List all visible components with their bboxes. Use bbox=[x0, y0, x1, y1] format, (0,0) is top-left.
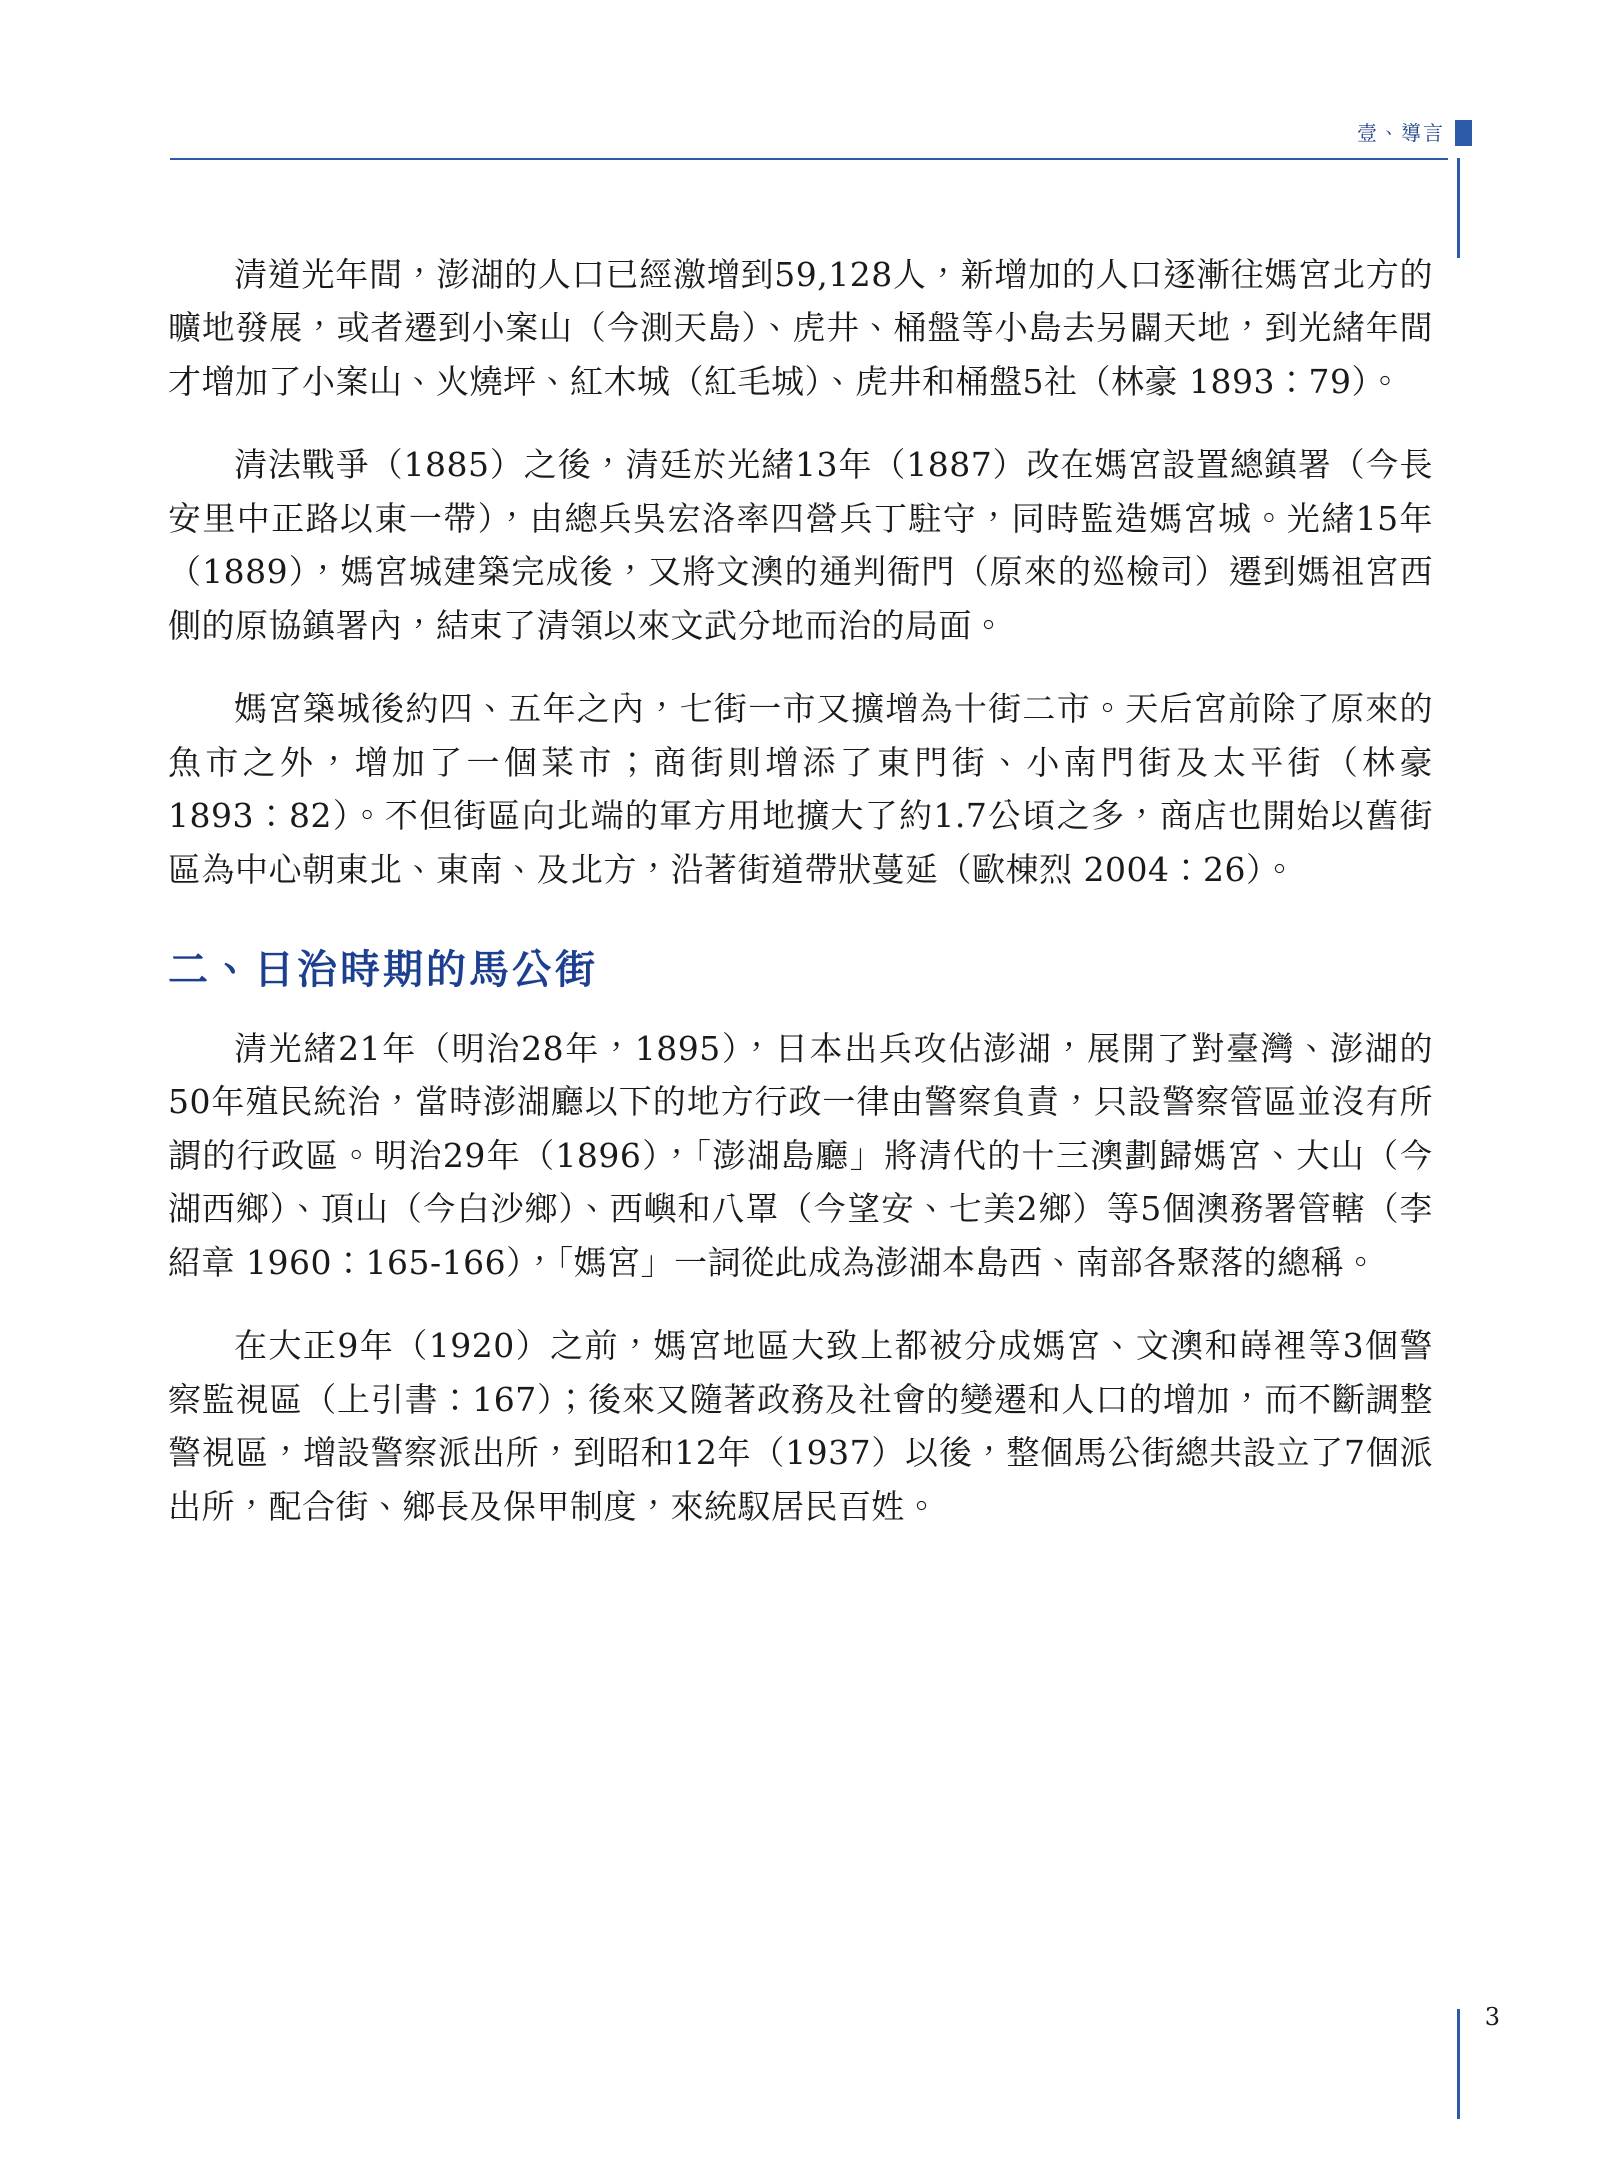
page-header bbox=[1357, 118, 1472, 148]
paragraph-4: 清光緒21年（明治28年，1895），日本出兵攻佔澎湖，展開了對臺灣、澎湖的50年殖民統治，當時澎湖廳以下的地方行政一律由警察負責，只設警察管區並沒有所謂的行政區。明治29年（1896），「澎湖島廳」將清代的十三澳劃歸媽宮、大山（今湖西鄉）、頂山（今白沙鄉）、西嶼和八罩（今望安、七美2鄉）等5個澳務署管轄（李紹章 1960：165-166），「媽宮」一詞從此成為澎湖本島西、南部各聚落的總稱。 bbox=[168, 1028, 1433, 1282]
header-horizontal-rule bbox=[170, 158, 1448, 160]
paragraph-2: 清法戰爭（1885）之後，清廷於光緒13年（1887）改在媽宮設置總鎮署（今長安里中正路以東一帶），由總兵吳宏洛率四營兵丁駐守，同時監造媽宮城。光緒15年（1889），媽宮城建築完成後，又將文澳的通判衙門（原來的巡檢司）遷到媽祖宮西側的原協鎮署內，結束了清領以來文武分地而治的局面。 bbox=[168, 445, 1433, 645]
header-vertical-rule bbox=[1457, 158, 1460, 258]
footer-accent-bar bbox=[1457, 2009, 1460, 2119]
paragraph-3: 媽宮築城後約四、五年之內，七街一市又擴增為十街二市。天后宮前除了原來的魚市之外，增加了一個菜市；商街則增添了東門街、小南門街及太平街（林豪 1893：82）。不但街區向北端的軍方用地擴大了約1.7公頃之多，商店也開始以舊街區為中心朝東北、東南、及北方，沿著街道帶狀蔓延（歐棟烈 2004：26）。 bbox=[168, 689, 1433, 889]
header-accent-square bbox=[1455, 120, 1472, 146]
paragraph-5: 在大正9年（1920）之前，媽宮地區大致上都被分成媽宮、文澳和嵵裡等3個警察監視區（上引書：167）；後來又隨著政務及社會的變遷和人口的增加，而不斷調整警視區，增設警察派出所，到昭和12年（1937）以後，整個馬公街總共設立了7個派出所，配合街、鄉長及保甲制度，來統馭居民百姓。 bbox=[168, 1326, 1433, 1526]
paragraph-1: 清道光年間，澎湖的人口已經激增到59,128人，新增加的人口逐漸往媽宮北方的曠地發展，或者遷到小案山（今測天島）、虎井、桶盤等小島去另闢天地，到光緒年間才增加了小案山、火燒坪、紅木城（紅毛城）、虎井和桶盤5社（林豪 1893：79）。 bbox=[168, 255, 1433, 401]
section-heading: 二、日治時期的馬公街 bbox=[168, 945, 598, 993]
page-content bbox=[168, 248, 1433, 1563]
page-number: 3 bbox=[1484, 2003, 1500, 2031]
running-head-text: 壹、導言 bbox=[1357, 121, 1445, 145]
